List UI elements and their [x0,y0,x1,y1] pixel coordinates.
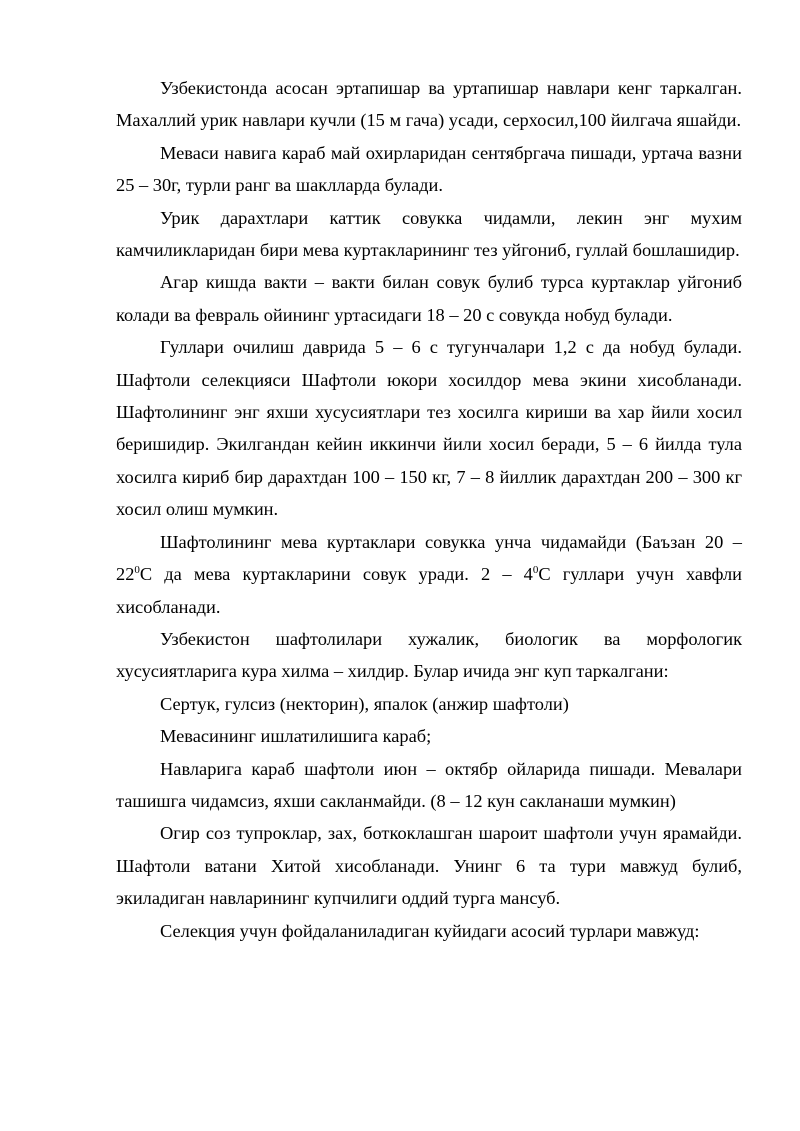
paragraph: Мевасининг ишлатилишига караб; [160,726,432,747]
body-text [116,72,742,947]
paragraph-segment: С гуллари учун хавфли хисобланади. [116,564,742,617]
paragraph-segment: Шафтолининг мева куртаклари совукка унча чидамайди (Баъзан 20 – 22 [116,531,742,585]
paragraph-with-superscripts [116,526,742,623]
paragraph-segment: С да мева куртакларини совук уради. 2 – 4 [139,564,533,585]
paragraph: Навларига караб шафтоли июн – октябр ойларида пишади. Мевалари ташишга чидамсиз, яхши сакланмайди. (8 – 12 кун сакланаши мумкин) [116,758,742,811]
paragraph: Агар кишда вакти – вакти билан совук булиб турса куртаклар уйгониб колади ва февраль ойининг уртасидаги 18 – 20 с совукда нобуд булади. [116,272,742,325]
paragraph: Меваси навига караб май охирларидан сентябргача пишади, уртача вазни 25 – 30г, турли ранг ва шаклларда булади. [116,142,742,196]
paragraph: Огир соз тупроклар, зах, боткоклашган шароит шафтоли учун ярамайди. Шафтоли ватани Хитой хисобланади. Унинг 6 та тури мавжуд булиб, экиладиган навларининг купчилиги оддий турга мансуб. [116,823,742,909]
paragraph: Урик дарахтлари каттик совукка чидамли, лекин энг мухим камчиликларидан бири мева куртакларининг тез уйгониб, гуллай бошлашидир. [116,207,742,261]
paragraph: Селекция учун фойдаланиладиган куйидаги асосий турлари мавжуд: [160,920,700,941]
superscript-degree: 0 [532,563,539,576]
paragraph: Сертук, гулсиз (некторин), япалок (анжир шафтоли) [160,693,569,714]
paragraph: Гуллари очилиш даврида 5 – 6 с тугунчалари 1,2 с да нобуд булади. Шафтоли селекцияси Шафтоли юкори хосилдор мева экини хисобланади. Шафтолининг энг яхши хусусиятлари тез хосилга кириши ва хар йили хосил беришидир. Экилгандан кейин иккинчи йили хосил беради, 5 – 6 йилда тула хосилга кириб бир дарахтдан 100 – 150 кг, 7 – 8 йиллик дарахтдан 200 – 300 кг хосил олиш мумкин. [116,337,742,520]
superscript-degree: 0 [134,563,140,576]
paragraph: Узбекистонда асосан эртапишар ва уртапишар навлари кенг таркалган. Махаллий урик навлари кучли (15 м гача) усади, серхосил,100 йилгача яшайди. [116,78,742,131]
paragraph: Узбекистон шафтолилари хужалик, биологик ва морфологик хусусиятларига кура хилма – хилдир. Булар ичида энг куп таркалгани: [116,628,742,682]
